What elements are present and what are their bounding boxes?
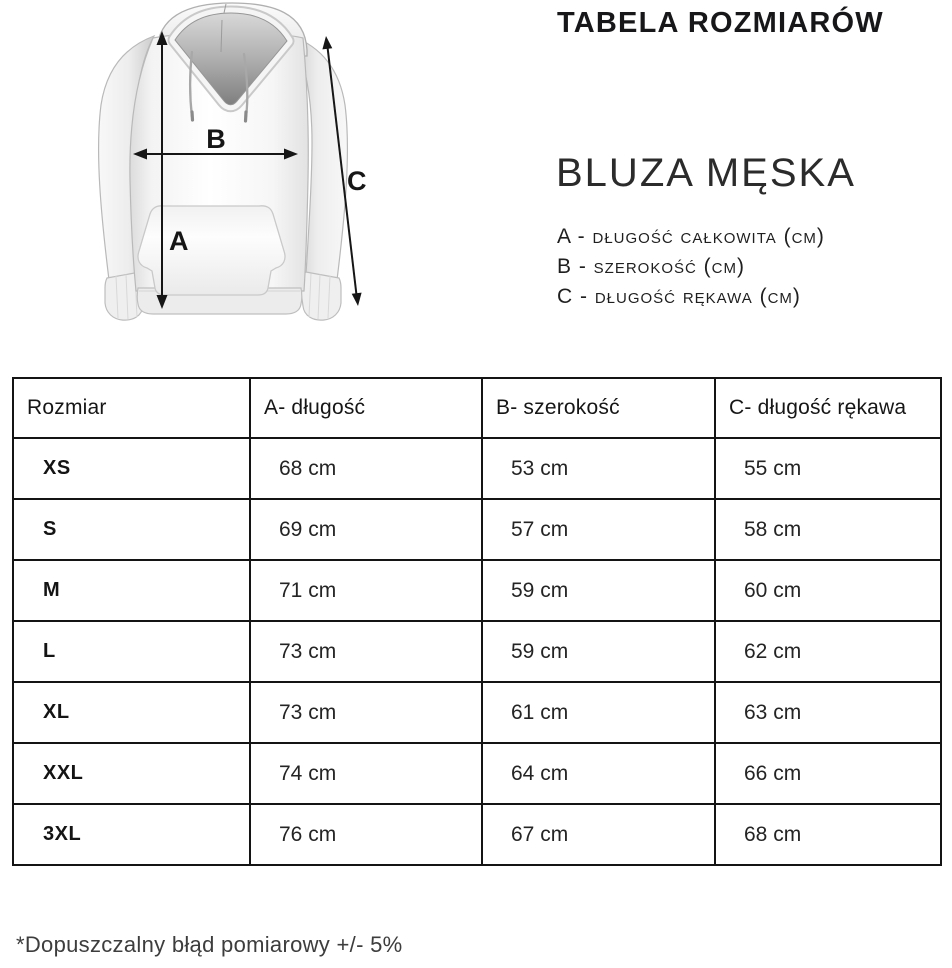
width-cell: 61 cm (482, 682, 715, 743)
size-table-header-row (13, 378, 941, 438)
size-table (12, 377, 942, 866)
length-cell: 71 cm (250, 560, 482, 621)
sleeve-cell: 66 cm (715, 743, 941, 804)
sleeve-cell: 68 cm (715, 804, 941, 865)
table-row-xl (13, 682, 941, 743)
table-row-l (13, 621, 941, 682)
length-cell: 73 cm (250, 682, 482, 743)
legend-item-c: C - długość rękawa (cm) (557, 285, 801, 308)
table-row-xs (13, 438, 941, 499)
column-header-width: B- szerokość (482, 378, 715, 438)
legend-item-b: B - szerokość (cm) (557, 255, 745, 278)
column-header-length: A- długość (250, 378, 482, 438)
measurement-legend (557, 222, 825, 312)
length-cell: 76 cm (250, 804, 482, 865)
hoodie-right-cuff (301, 272, 341, 320)
width-cell: 59 cm (482, 560, 715, 621)
width-cell: 67 cm (482, 804, 715, 865)
size-cell: M (13, 560, 250, 621)
length-cell: 68 cm (250, 438, 482, 499)
legend-item-a: A - długość całkowita (cm) (557, 225, 825, 248)
hoodie-measurement-diagram (60, 0, 460, 340)
measure-label-b: B (206, 124, 226, 154)
sleeve-cell: 60 cm (715, 560, 941, 621)
size-cell: L (13, 621, 250, 682)
length-cell: 69 cm (250, 499, 482, 560)
size-cell: S (13, 499, 250, 560)
size-cell: XL (13, 682, 250, 743)
hoodie-illustration (99, 3, 348, 320)
sleeve-cell: 62 cm (715, 621, 941, 682)
width-cell: 64 cm (482, 743, 715, 804)
column-header-sleeve: C- długość rękawa (715, 378, 941, 438)
sleeve-cell: 58 cm (715, 499, 941, 560)
table-row-m (13, 560, 941, 621)
width-cell: 57 cm (482, 499, 715, 560)
size-cell: XXL (13, 743, 250, 804)
measure-label-a: A (169, 226, 189, 256)
width-cell: 59 cm (482, 621, 715, 682)
measure-label-c: C (347, 166, 367, 196)
drawstring-left-aglet (192, 112, 193, 120)
drawstring-right-aglet (246, 112, 247, 121)
table-row-xxl (13, 743, 941, 804)
measurement-tolerance-note: *Dopuszczalny błąd pomiarowy +/- 5% (16, 932, 403, 957)
size-cell: XS (13, 438, 250, 499)
width-cell: 53 cm (482, 438, 715, 499)
product-title: BLUZA MĘSKA (556, 151, 856, 195)
sleeve-cell: 55 cm (715, 438, 941, 499)
table-row-s (13, 499, 941, 560)
hoodie-pocket (138, 206, 285, 295)
size-cell: 3XL (13, 804, 250, 865)
page-title: TABELA ROZMIARÓW (557, 7, 884, 39)
length-cell: 74 cm (250, 743, 482, 804)
table-row-3xl (13, 804, 941, 865)
sleeve-cell: 63 cm (715, 682, 941, 743)
length-cell: 73 cm (250, 621, 482, 682)
column-header-size: Rozmiar (13, 378, 250, 438)
